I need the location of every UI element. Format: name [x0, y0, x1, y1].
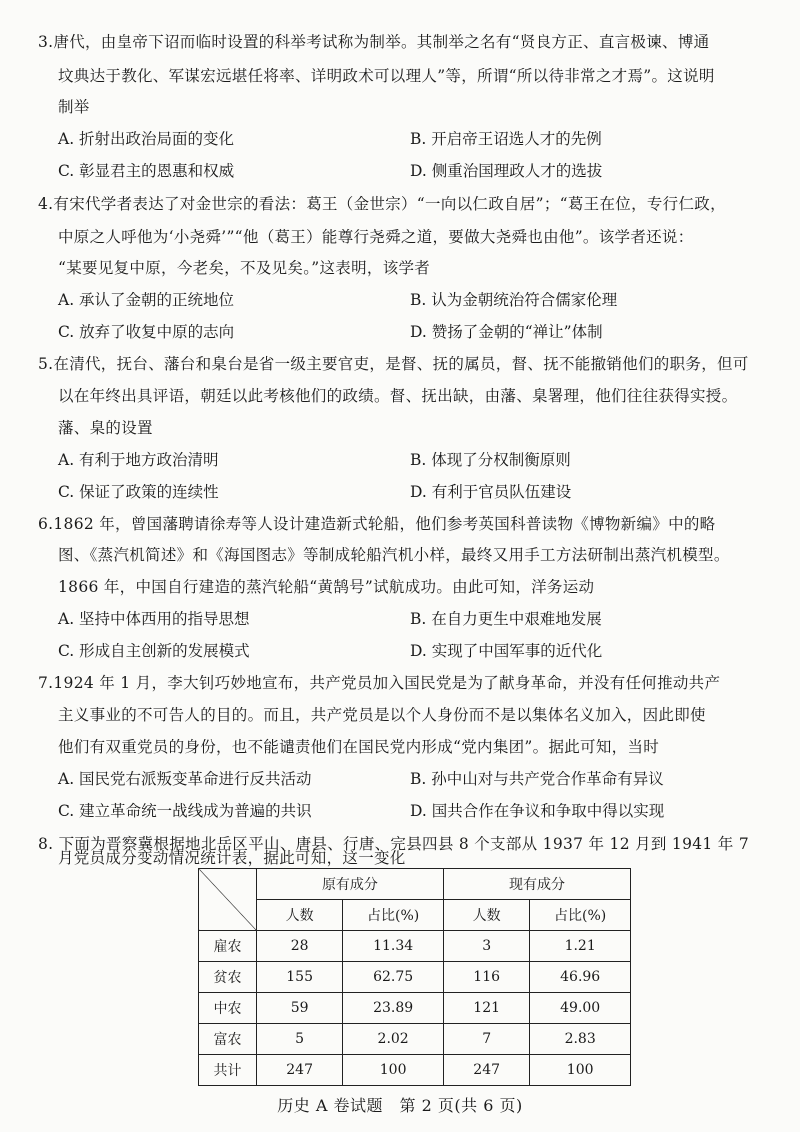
question-stem-line: 中原之人呼他为‘小尧舜’”“他（葛王）能尊行尧舜之道，要做大尧舜也由他”。该学者还说：	[58, 228, 694, 246]
option-a: A. 有利于地方政治清明	[58, 451, 219, 469]
cell: 11.34	[343, 931, 444, 962]
cell: 100	[530, 1055, 631, 1086]
page-footer: 历史 A 卷试题 第 2 页(共 6 页)	[277, 1096, 523, 1115]
option-d: D. 侧重治国理政人才的选拔	[410, 162, 603, 180]
cell: 2.83	[530, 1024, 631, 1055]
table-row	[199, 1024, 631, 1055]
question-stem-line: 藩、臬的设置	[58, 419, 153, 437]
option-a: A. 坚持中体西用的指导思想	[58, 610, 250, 628]
row-label: 共计	[199, 1055, 257, 1086]
cell: 121	[443, 993, 529, 1024]
question-stem-line: 他们有双重党员的身份，也不能谴责他们在国民党内形成“党内集团”。据此可知，当时	[58, 738, 660, 756]
col-pct-current: 占比(%)	[530, 900, 631, 931]
question-stem-line: 5.在清代，抚台、藩台和臬台是省一级主要官吏，是督、抚的属员，督、抚不能撤销他们的职务，但可	[38, 355, 749, 373]
option-c: C. 放弃了收复中原的志向	[58, 323, 235, 341]
cell: 59	[256, 993, 342, 1024]
cell: 1.21	[530, 931, 631, 962]
option-c: C. 建立革命统一战线成为普遍的共识	[58, 802, 312, 820]
row-label: 中农	[199, 993, 257, 1024]
option-b: B. 体现了分权制衡原则	[410, 451, 571, 469]
cell: 155	[256, 962, 342, 993]
option-d: D. 有利于官员队伍建设	[410, 483, 572, 501]
col-pct-original: 占比(%)	[343, 900, 444, 931]
option-a: A. 承认了金朝的正统地位	[58, 291, 235, 309]
col-count-original: 人数	[256, 900, 342, 931]
question-stem-line: 1866 年，中国自行建造的蒸汽轮船“黄鹄号”试航成功。由此可知，洋务运动	[58, 578, 595, 596]
header-original: 原有成分	[256, 869, 443, 900]
cell: 3	[443, 931, 529, 962]
option-a: A. 折射出政治局面的变化	[58, 130, 235, 148]
table-row	[199, 1055, 631, 1086]
cell: 28	[256, 931, 342, 962]
row-label: 雇农	[199, 931, 257, 962]
option-a: A. 国民党右派叛变革命进行反共活动	[58, 770, 312, 788]
question-stem-line: 制举	[58, 98, 90, 116]
question-stem-line: 3.唐代，由皇帝下诏而临时设置的科举考试称为制举。其制举之名有“贤良方正、直言极谏、博通	[38, 33, 710, 51]
option-c: C. 保证了政策的连续性	[58, 483, 219, 501]
option-b: B. 在自力更生中艰难地发展	[410, 610, 602, 628]
header-current: 现有成分	[443, 869, 630, 900]
table-row	[199, 931, 631, 962]
col-count-current: 人数	[443, 900, 529, 931]
option-c: C. 彰显君主的恩惠和权威	[58, 162, 235, 180]
cell: 23.89	[343, 993, 444, 1024]
option-d: D. 实现了中国军事的近代化	[410, 642, 603, 660]
cell: 100	[343, 1055, 444, 1086]
cell: 49.00	[530, 993, 631, 1024]
option-b: B. 开启帝王诏选人才的先例	[410, 130, 602, 148]
table-row	[199, 993, 631, 1024]
question-stem-line: 主义事业的不可告人的目的。而且，共产党员是以个人身份而不是以集体名义加入，因此即使	[58, 706, 706, 724]
cell: 247	[443, 1055, 529, 1086]
question-stem-line: 6.1862 年，曾国藩聘请徐寿等人设计建造新式轮船，他们参考英国科普读物《博物新编》中的略	[38, 515, 716, 533]
option-d: D. 赞扬了金朝的“禅让”体制	[410, 323, 603, 341]
table-row	[199, 962, 631, 993]
question-stem-line: 月党员成分变动情况统计表，据此可知，这一变化	[58, 849, 406, 867]
cell: 46.96	[530, 962, 631, 993]
question-stem-line: “某要见复中原，今老矣，不及见矣。”这表明，该学者	[58, 259, 431, 277]
question-stem-line: 8. 下面为晋察冀根据地北岳区平山、唐县、行唐、完县四县 8 个支部从 1937 年 12 月到 1941 年 7	[38, 835, 749, 853]
cell: 116	[443, 962, 529, 993]
cell: 7	[443, 1024, 529, 1055]
party-member-stats-table	[198, 868, 631, 1086]
table-corner-cell	[199, 869, 257, 931]
question-stem-line: 以在年终出具评语，朝廷以此考核他们的政绩。督、抚出缺，由藩、臬署理，他们往往获得实授。	[58, 387, 738, 405]
option-c: C. 形成自主创新的发展模式	[58, 642, 250, 660]
cell: 2.02	[343, 1024, 444, 1055]
option-d: D. 国共合作在争议和争取中得以实现	[410, 802, 665, 820]
cell: 62.75	[343, 962, 444, 993]
cell: 247	[256, 1055, 342, 1086]
row-label: 贫农	[199, 962, 257, 993]
question-stem-line: 4.有宋代学者表达了对金世宗的看法：葛王（金世宗）“一向以仁政自居”；“葛王在位，专行仁政，	[38, 195, 726, 213]
option-b: B. 认为金朝统治符合儒家伦理	[410, 291, 618, 309]
question-stem-line: 坟典达于教化、军谋宏远堪任将率、详明政术可以理人”等，所谓“所以待非常之才焉”。这说明	[58, 67, 715, 85]
question-stem-line: 7.1924 年 1 月，李大钊巧妙地宣布，共产党员加入国民党是为了献身革命，并没有任何推动共产	[38, 674, 721, 692]
cell: 5	[256, 1024, 342, 1055]
row-label: 富农	[199, 1024, 257, 1055]
option-b: B. 孙中山对与共产党合作革命有异议	[410, 770, 664, 788]
question-stem-line: 图、《蒸汽机简述》和《海国图志》等制成轮船汽机小样，最终又用手工方法研制出蒸汽机模型。	[58, 546, 730, 564]
